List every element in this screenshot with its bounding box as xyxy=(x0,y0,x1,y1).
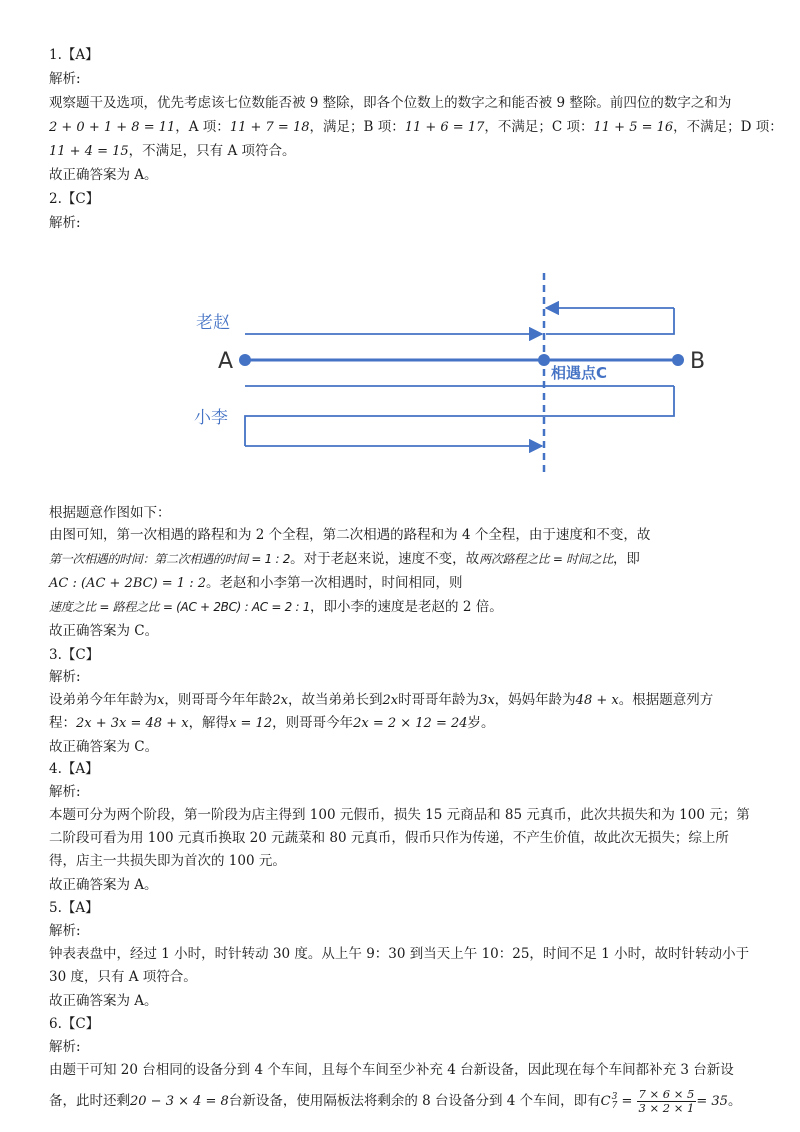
q5-text-line-2: 30 度，只有 A 项符合。 xyxy=(49,969,197,985)
xiaoli-path-upper xyxy=(546,308,674,334)
q1-answer: 故正确答案为 A。 xyxy=(49,167,158,183)
q2-text-line-2: 由图可知，第一次相遇的路程和为 2 个全程，第二次相遇的路程和为 4 个全程，由于速度和不变，故 xyxy=(49,527,651,543)
q4-analysis-label: 解析: xyxy=(49,784,81,800)
q6-heading: 6.【C】 xyxy=(49,1016,100,1032)
label-xiaoli: 小李 xyxy=(194,408,228,428)
lower-path-right xyxy=(245,386,674,446)
q5-answer: 故正确答案为 A。 xyxy=(49,993,158,1009)
q6-combination-symbol: C 3 7 xyxy=(600,1091,618,1111)
q4-heading: 4.【A】 xyxy=(49,761,99,777)
q1-formula-a: 11 + 7 = 18 xyxy=(229,120,310,135)
q3-analysis-label: 解析: xyxy=(49,669,81,685)
q2-text-line-5: 速度之比 = 路程之比 = (AC + 2BC) : AC = 2 : 1，即小李的速度是老赵的 2 倍。 xyxy=(49,599,503,615)
q4-answer: 故正确答案为 A。 xyxy=(49,877,158,893)
q1-formula-b: 11 + 6 = 17 xyxy=(404,120,485,135)
q1-formula-c: 11 + 5 = 16 xyxy=(593,120,674,135)
q1-heading: 1.【A】 xyxy=(49,47,99,63)
q1-text-line-2: 2 + 0 + 1 + 8 = 11，A 项：11 + 7 = 18，满足；B 项：11 + 6 = 17，不满足；C 项：11 + 5 = 16，不满足；D 项： xyxy=(49,119,783,135)
q1-formula-d: 11 + 4 = 15 xyxy=(49,144,129,159)
label-point-c: 相遇点C xyxy=(551,364,608,382)
q6-fraction: $\frac{7 \times 6 \times 5}{3 \times 2 \times 1}$ xyxy=(638,1087,695,1115)
q3-text-line-1: 设弟弟今年年龄为x，则哥哥今年年龄2x，故当弟弟长到2x时哥哥年龄为3x，妈妈年龄为48 + x。根据题意列方 xyxy=(49,692,714,708)
label-point-a: A xyxy=(218,349,234,374)
q2-formula-ac: AC : (AC + 2BC) = 1 : 2 xyxy=(49,576,206,591)
point-b-dot xyxy=(672,354,684,366)
q2-distance-ratio: 两次路程之比 = 时间之比 xyxy=(479,552,613,566)
q4-text-line-2: 二阶段可看为用 100 元真币换取 20 元蔬菜和 80 元真币，假币只作为传递，不产生价值，故此次无损失；综上所 xyxy=(49,830,729,846)
q1-formula-sum: 2 + 0 + 1 + 8 = 11 xyxy=(49,120,176,135)
q2-text-line-1: 根据题意作图如下： xyxy=(49,505,171,521)
q2-text-line-3: 第一次相遇的时间：第二次相遇的时间 = 1 : 2。对于老赵来说，速度不变，故两次路程之比 = 时间之比，即 xyxy=(49,551,640,567)
q2-speed-ratio: 速度之比 = 路程之比 = (AC + 2BC) : AC = 2 : 1 xyxy=(49,600,311,614)
q5-heading: 5.【A】 xyxy=(49,900,99,916)
q6-text-line-1: 由题干可知 20 台相同的设备分到 4 个车间，且每个车间至少补充 4 台新设备，因此现在每个车间都补充 3 台新设 xyxy=(49,1062,734,1078)
q4-text-line-3: 得，店主一共损失即为首次的 100 元。 xyxy=(49,853,286,869)
label-point-b: B xyxy=(690,349,706,374)
q1-text-line-3: 11 + 4 = 15，不满足，只有 A 项符合。 xyxy=(49,143,296,159)
q3-answer: 故正确答案为 C。 xyxy=(49,739,159,755)
q6-analysis-label: 解析: xyxy=(49,1039,81,1055)
q6-text-line-2: 备，此时还剩20 − 3 × 4 = 8台新设备，使用隔板法将剩余的 8 台设备分到 4 个车间，即有C 3 7 = $\frac{7 \times 6 \times 5}{3 \times 2 \times 1}$ = 35。 xyxy=(49,1087,742,1115)
q3-heading: 3.【C】 xyxy=(49,647,100,663)
q2-heading: 2.【C】 xyxy=(49,191,100,207)
q2-time-ratio: 第一次相遇的时间：第二次相遇的时间 = 1 : 2 xyxy=(49,552,291,566)
q3-text-line-2: 程：2x + 3x = 48 + x，解得x = 12，则哥哥今年2x = 2 × 12 = 24岁。 xyxy=(49,715,495,731)
q6-remaining-formula: 20 − 3 × 4 = 8 xyxy=(130,1094,229,1109)
q1-text-line-1: 观察题干及选项，优先考虑该七位数能否被 9 整除，即各个位数上的数字之和能否被 9 整除。前四位的数字之和为 xyxy=(49,95,732,111)
q3-equation: 2x + 3x = 48 + x xyxy=(76,716,189,731)
q2-answer: 故正确答案为 C。 xyxy=(49,623,159,639)
q2-text-line-4: AC : (AC + 2BC) = 1 : 2。老赵和小李第一次相遇时，时间相同，则 xyxy=(49,575,463,591)
q1-analysis-label: 解析: xyxy=(49,71,81,87)
q4-text-line-1: 本题可分为两个阶段，第一阶段为店主得到 100 元假币，损失 15 元商品和 85 元真币，此次共损失和为 100 元；第 xyxy=(49,807,750,823)
point-c-dot xyxy=(538,354,550,366)
point-a-dot xyxy=(239,354,251,366)
label-laozhao: 老赵 xyxy=(196,313,230,333)
q2-analysis-label: 解析: xyxy=(49,215,81,231)
meeting-diagram xyxy=(180,268,720,480)
q5-text-line-1: 钟表表盘中，经过 1 小时，时针转动 30 度。从上午 9：30 到当天上午 10：25，时间不足 1 小时，故时针转动小于 xyxy=(49,946,750,962)
q5-analysis-label: 解析: xyxy=(49,923,81,939)
